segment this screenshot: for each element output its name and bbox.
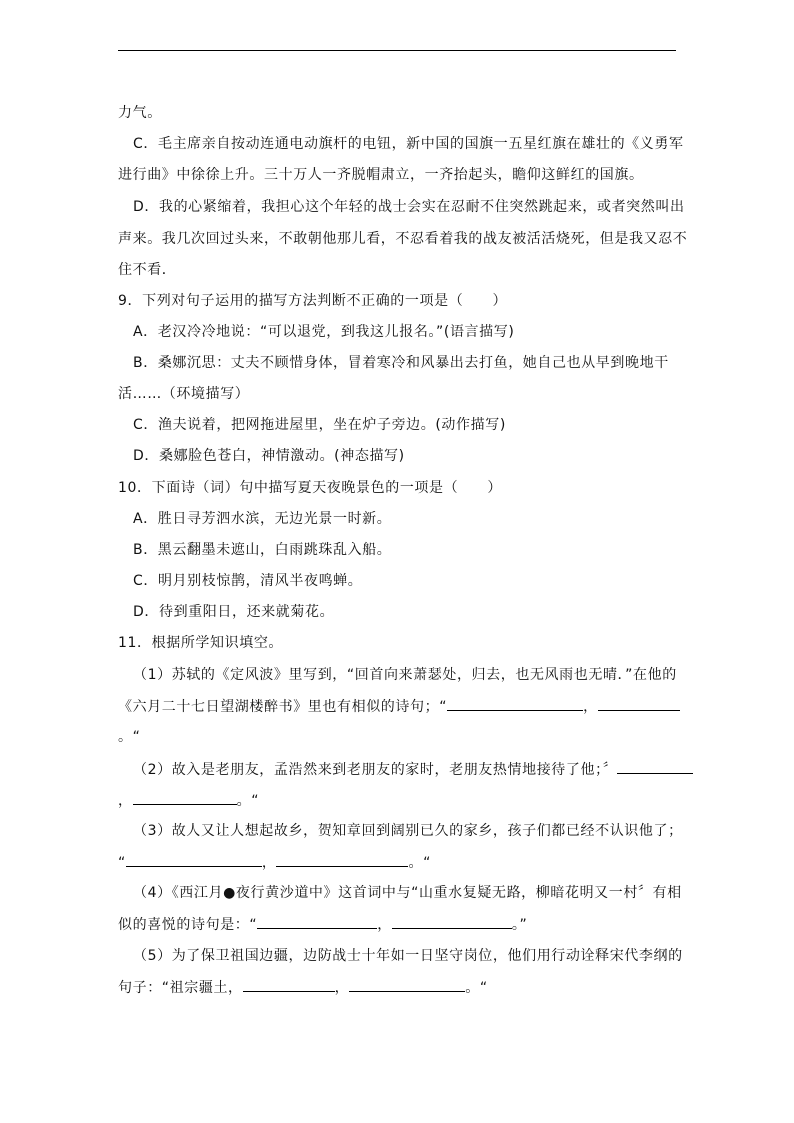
answer-blank[interactable] xyxy=(257,915,377,929)
q9-option-b: B．桑娜沉思：丈夫不顾惜身体，冒着寒冷和风暴出去打鱼，她自己也从早到晚地干 xyxy=(133,355,669,371)
text-segment: 句子：“祖宗疆土， xyxy=(118,980,243,996)
q10-option-c: C．明月别枝惊鹊，清风半夜鸣蝉。 xyxy=(133,573,363,589)
q11-3-prompt: （3）故人又让人想起故乡，贺知章回到阔别已久的家乡，孩子们都已经不认识他了； xyxy=(133,823,683,839)
text-line: 住不看． xyxy=(118,262,177,278)
text-segment: ， xyxy=(261,855,277,871)
q11-1-answer-line xyxy=(118,697,680,716)
text-segment: 《六月二十七日望湖楼醉书》里也有相似的诗句；“ xyxy=(118,699,448,715)
q11-4-answer-line xyxy=(118,915,527,934)
q9-option-d: D．桑娜脸色苍白，神情激动。(神态描写) xyxy=(133,448,405,464)
question-10: 10．下面诗（词）句中描写夏天夜晚景色的一项是（ ） xyxy=(118,480,503,496)
answer-blank[interactable] xyxy=(276,853,408,867)
answer-blank[interactable] xyxy=(617,760,693,774)
text-segment: ， xyxy=(334,980,350,996)
text-segment: 。“ xyxy=(236,793,260,809)
option-d-line: D．我的心紧缩着，我担心这个年轻的战士会实在忍耐不住突然跳起来，或者突然叫出 xyxy=(133,199,685,215)
text-segment: 似的喜悦的诗句是：“ xyxy=(118,917,258,933)
answer-blank[interactable] xyxy=(447,697,583,711)
question-11: 11．根据所学知识填空。 xyxy=(118,635,284,651)
header-rule xyxy=(118,50,676,51)
q11-3-answer-line xyxy=(118,853,431,872)
text-segment: 。“ xyxy=(408,855,431,871)
answer-blank[interactable] xyxy=(349,978,465,992)
q9-option-c: C．渔夫说着，把网拖进屋里，坐在炉子旁边。(动作描写) xyxy=(133,417,506,433)
q11-1-prompt: （1）苏轼的《定风波》里写到，“回首向来萧瑟处，归去，也无风雨也无晴．”在他的 xyxy=(133,667,677,683)
q11-2-answer-line xyxy=(118,791,259,810)
q11-5-prompt: （5）为了保卫祖国边疆，边防战士十年如一日坚守岗位，他们用行动诠释宋代李纲的 xyxy=(133,948,683,964)
q10-option-d: D．待到重阳日，还来就菊花。 xyxy=(133,604,335,620)
text-line: 力气。 xyxy=(118,105,162,121)
text-segment: 。“ xyxy=(465,980,488,996)
text-line: 活……（环境描写） xyxy=(118,386,250,402)
text-line: 。“ xyxy=(118,729,141,745)
text-segment: 。” xyxy=(511,917,528,933)
text-segment: （2）故入是老朋友，孟浩然来到老朋友的家时，老朋友热情地接待了他；〞 xyxy=(133,762,618,778)
q11-5-answer-line xyxy=(118,978,488,997)
text-line: 进行曲》中徐徐上升。三十万人一齐脱帽肃立，一齐抬起头，瞻仰这鲜红的国旗。 xyxy=(118,167,644,183)
q11-4-prompt: （4）《西江月●夜行黄沙道中》这首词中与“山重水复疑无路，柳暗花明又一村〞有相 xyxy=(133,885,682,901)
text-segment: ， xyxy=(583,699,598,715)
answer-blank[interactable] xyxy=(243,978,335,992)
question-9: 9．下列对句子运用的描写方法判断不正确的一项是（ ） xyxy=(118,293,508,309)
text-segment: ， xyxy=(118,793,133,809)
text-line: 声来。我几次回过头来，不敢朝他那儿看，不忍看着我的战友被活活烧死，但是我又忍不 xyxy=(118,231,688,247)
answer-blank[interactable] xyxy=(392,915,512,929)
q10-option-a: A．胜日寻芳泗水滨，无边光景一时新。 xyxy=(133,511,392,527)
q11-2-prompt xyxy=(133,760,693,779)
answer-blank[interactable] xyxy=(126,853,262,867)
answer-blank[interactable] xyxy=(133,791,237,805)
text-segment: ， xyxy=(377,917,392,933)
text-segment: “ xyxy=(118,855,126,871)
option-c-line: C．毛主席亲自按动连通电动旗杆的电钮，新中国的国旗一五星红旗在雄壮的《义勇军 xyxy=(133,136,684,152)
q10-option-b: B．黑云翻墨未遮山，白雨跳珠乱入船。 xyxy=(133,542,392,558)
q9-option-a: A．老汉冷冷地说：“可以退党，到我这儿报名。”(语言描写) xyxy=(133,324,515,340)
answer-blank[interactable] xyxy=(598,697,680,711)
